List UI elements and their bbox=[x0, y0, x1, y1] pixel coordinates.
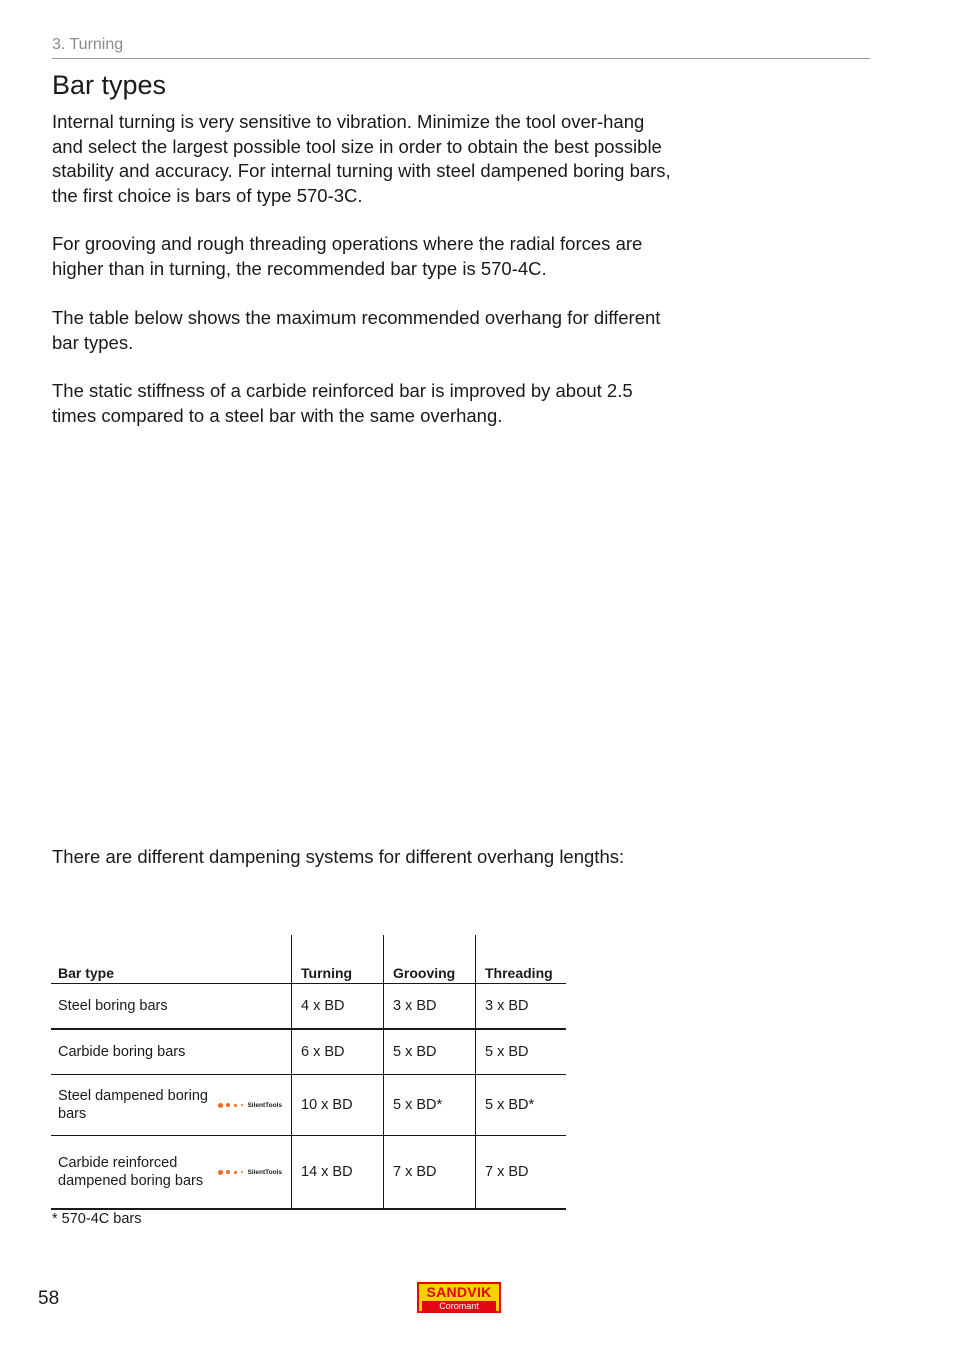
cell-threading: 5 x BD bbox=[476, 1029, 567, 1075]
paragraph-dampening: There are different dampening systems for different overhang lengths: bbox=[52, 846, 625, 867]
cell-grooving: 5 x BD* bbox=[384, 1075, 476, 1136]
header-bar-type: Bar type bbox=[51, 935, 292, 984]
cell-bar-type bbox=[51, 1075, 292, 1136]
page-title: Bar types bbox=[52, 70, 167, 100]
cell-grooving: 7 x BD bbox=[384, 1136, 476, 1210]
section-label: 3. Turning bbox=[52, 36, 124, 53]
cell-turning: 14 x BD bbox=[292, 1136, 384, 1210]
header-grooving: Grooving bbox=[384, 935, 476, 984]
header-rule bbox=[52, 58, 870, 59]
cell-grooving: 3 x BD bbox=[384, 984, 476, 1030]
overhang-table bbox=[51, 935, 566, 1210]
bar-type-name: Carbide reinforced dampened boring bars bbox=[58, 1155, 204, 1189]
header-turning: Turning bbox=[292, 935, 384, 984]
page-number: 58 bbox=[38, 1288, 60, 1309]
table-footnote: * 570-4C bars bbox=[52, 1211, 142, 1227]
bar-type-name: Carbide boring bars bbox=[58, 1044, 186, 1060]
paragraph-grooving: For grooving and rough threading operations where the radial forces are higher than in turning, the recommended bar type is 570-4C. bbox=[52, 233, 643, 279]
paragraph-vibration: Internal turning is very sensitive to vibration. Minimize the tool over-hang and select the largest possible tool size in order to obtain the best possible stability and accuracy. For internal turning with steel dampened boring bars, the first choice is bars of type 570-3C. bbox=[52, 111, 671, 206]
silent-tools-logo-icon: SilentTools bbox=[218, 1102, 282, 1109]
sandvik-coromant-logo-icon bbox=[417, 1282, 501, 1313]
table-row bbox=[51, 1029, 566, 1075]
brand-sub: Coromant bbox=[422, 1301, 496, 1311]
table-row bbox=[51, 1075, 566, 1136]
cell-threading: 3 x BD bbox=[476, 984, 567, 1030]
cell-bar-type bbox=[51, 984, 292, 1030]
paragraph-stiffness: The static stiffness of a carbide reinforced bar is improved by about 2.5 times compared to a steel bar with the same overhang. bbox=[52, 380, 633, 426]
table-row bbox=[51, 1136, 566, 1210]
brand-name: SANDVIK bbox=[426, 1284, 492, 1300]
cell-turning: 4 x BD bbox=[292, 984, 384, 1030]
silent-tools-logo-icon: SilentTools bbox=[218, 1169, 282, 1176]
bar-type-name: Steel boring bars bbox=[58, 998, 168, 1014]
table-row bbox=[51, 984, 566, 1030]
table-header-row bbox=[51, 935, 566, 984]
cell-bar-type bbox=[51, 1029, 292, 1075]
bar-type-name: Steel dampened boring bars bbox=[58, 1088, 208, 1122]
cell-threading: 7 x BD bbox=[476, 1136, 567, 1210]
cell-turning: 10 x BD bbox=[292, 1075, 384, 1136]
cell-bar-type bbox=[51, 1136, 292, 1210]
cell-turning: 6 x BD bbox=[292, 1029, 384, 1075]
cell-threading: 5 x BD* bbox=[476, 1075, 567, 1136]
cell-grooving: 5 x BD bbox=[384, 1029, 476, 1075]
header-threading: Threading bbox=[476, 935, 567, 984]
paragraph-table-intro: The table below shows the maximum recommended overhang for different bar types. bbox=[52, 307, 661, 353]
